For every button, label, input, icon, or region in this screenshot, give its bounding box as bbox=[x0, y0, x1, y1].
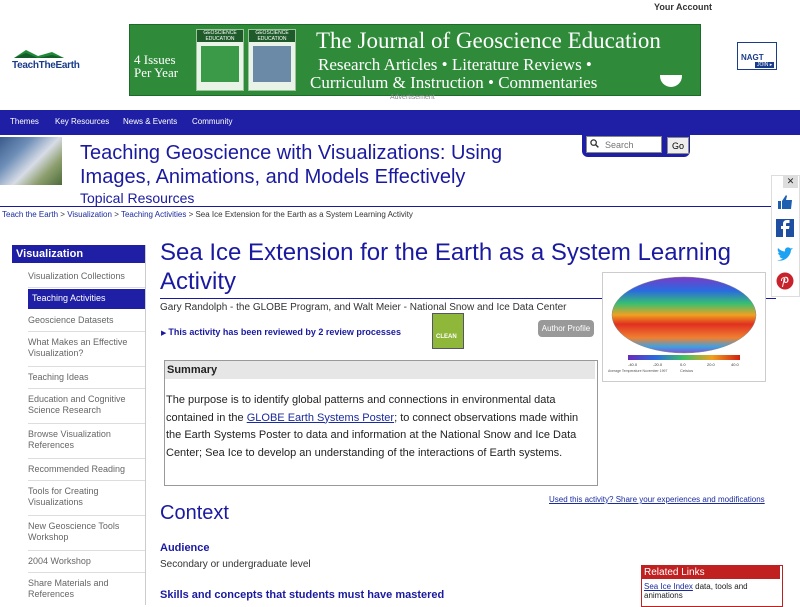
nav-item-key-resources[interactable]: Key Resources bbox=[55, 117, 110, 126]
teacup-icon bbox=[660, 75, 682, 87]
sea-ice-index-link[interactable]: Sea Ice Index bbox=[644, 582, 693, 591]
banner-line-3: Curriculum & Instruction • Commentaries bbox=[310, 73, 598, 92]
sidebar-divider bbox=[28, 287, 145, 288]
summary-text bbox=[166, 392, 594, 462]
advertisement-label: Advertisement bbox=[390, 94, 435, 101]
sidebar-item-teaching-ideas[interactable]: Teaching Ideas bbox=[28, 372, 89, 382]
sidebar-divider bbox=[28, 480, 145, 481]
nagt-join-button[interactable]: JOIN ▸ bbox=[757, 62, 773, 68]
scale-tick: 0.0 bbox=[680, 362, 686, 367]
related-links-item bbox=[644, 582, 778, 600]
nav-item-news-events[interactable]: News & Events bbox=[123, 117, 178, 126]
sidebar-item-recommended-reading[interactable]: Recommended Reading bbox=[28, 464, 126, 474]
journal-cover-image bbox=[248, 29, 296, 91]
review-text: This activity has been reviewed by 2 review processes bbox=[168, 327, 401, 337]
related-link-desc: data, tools and animations bbox=[644, 582, 748, 600]
main-nav-bar bbox=[0, 110, 800, 135]
sidebar-divider bbox=[28, 388, 145, 389]
scale-tick: -20.0 bbox=[653, 362, 663, 367]
sidebar-item-geoscience-datasets[interactable]: Geoscience Datasets bbox=[28, 315, 114, 325]
sidebar-item-tools-creating[interactable]: Tools for Creating Visualizations bbox=[28, 486, 99, 507]
sidebar-divider bbox=[28, 572, 145, 573]
related-links-heading: Related Links bbox=[642, 566, 780, 579]
sidebar-divider bbox=[28, 423, 145, 424]
site-section-title[interactable]: Teaching Geoscience with Visualizations: Using Images, Animations, and Models Effectively bbox=[80, 142, 503, 188]
sidebar-divider bbox=[28, 458, 145, 459]
cover-graphic bbox=[201, 46, 239, 82]
globe-poster-link[interactable]: GLOBE Earth Systems Poster bbox=[246, 411, 395, 424]
sidebar-divider bbox=[28, 331, 145, 332]
sidebar-item-teaching-activities[interactable]: Teaching Activities bbox=[28, 289, 145, 309]
context-heading: Context bbox=[160, 502, 229, 524]
clean-badge-text: CLEAN bbox=[436, 334, 457, 340]
sidebar-item-new-tools-workshop[interactable]: New Geoscience Tools Workshop bbox=[28, 521, 120, 542]
search-icon bbox=[590, 139, 599, 148]
journal-banner-ad[interactable] bbox=[129, 24, 701, 96]
author-line: Gary Randolph - the GLOBE Program, and Walt Meier - National Snow and Ice Data Center bbox=[160, 302, 567, 313]
world-temperature-map-image[interactable] bbox=[602, 272, 766, 382]
review-toggle[interactable] bbox=[161, 327, 401, 337]
breadcrumb-link-teach-the-earth[interactable]: Teach the Earth bbox=[2, 210, 59, 219]
sidebar-item-browse-references[interactable]: Browse Visualization References bbox=[28, 429, 111, 450]
sidebar-item-effective-visualization[interactable]: What Makes an Effective Visualization? bbox=[28, 337, 128, 358]
header-globe-image bbox=[0, 137, 62, 185]
sidebar-item-visualization-collections[interactable]: Visualization Collections bbox=[28, 271, 125, 281]
nav-item-community[interactable]: Community bbox=[192, 117, 233, 126]
triangle-right-icon: ▶ bbox=[161, 330, 169, 337]
breadcrumb-separator: > bbox=[114, 210, 119, 219]
sidebar-divider bbox=[28, 550, 145, 551]
sidebar-item-2004-workshop[interactable]: 2004 Workshop bbox=[28, 556, 91, 566]
sidebar-divider bbox=[28, 515, 145, 516]
breadcrumb-current: Sea Ice Extension for the Earth as a System Learning Activity bbox=[195, 210, 413, 219]
breadcrumb-link-visualization[interactable]: Visualization bbox=[67, 210, 112, 219]
like-icon[interactable] bbox=[776, 193, 794, 211]
banner-title: The Journal of Geoscience Education bbox=[316, 28, 661, 53]
pinterest-icon[interactable] bbox=[776, 272, 794, 290]
summary-heading: Summary bbox=[165, 361, 595, 379]
breadcrumb-link-teaching-activities[interactable]: Teaching Activities bbox=[120, 210, 187, 219]
logo-text[interactable]: TeachTheEarth bbox=[12, 60, 80, 71]
facebook-icon[interactable] bbox=[776, 219, 794, 237]
close-icon[interactable]: ✕ bbox=[783, 175, 798, 188]
breadcrumb-separator: > bbox=[60, 210, 65, 219]
breadcrumb-separator: > bbox=[188, 210, 194, 219]
author-profile-button[interactable]: Author Profile bbox=[538, 320, 594, 337]
map-unit: Celsius bbox=[680, 368, 694, 373]
sidebar-heading[interactable]: Visualization bbox=[12, 245, 145, 263]
audience-text: Secondary or undergraduate level bbox=[160, 559, 311, 570]
summary-text-part: The purpose is to identify global patterns and connections in environmental data contained in the bbox=[166, 394, 556, 424]
summary-text-part: ; to connect observations made within the Earth Systems Poster to data and information at the National Snow and Ice Data Center; Sea Ice to develop an understanding of the interactions of Earth systems. bbox=[166, 411, 579, 459]
scale-tick: 20.0 bbox=[707, 362, 715, 367]
map-caption: Average Temperature November 1997 bbox=[608, 369, 668, 373]
scale-tick: 40.0 bbox=[731, 362, 739, 367]
scale-tick: -40.0 bbox=[628, 362, 638, 367]
clean-badge-icon[interactable] bbox=[432, 313, 464, 349]
cover-graphic bbox=[253, 46, 291, 82]
skills-heading: Skills and concepts that students must have mastered bbox=[160, 589, 445, 601]
breadcrumb bbox=[2, 210, 413, 219]
cover-label: GEOSCIENCE EDUCATION bbox=[197, 30, 243, 42]
sidebar-item-share-materials[interactable]: Share Materials and References bbox=[28, 578, 109, 599]
search-go-button[interactable]: Go bbox=[667, 137, 689, 154]
twitter-icon[interactable] bbox=[776, 246, 794, 264]
your-account-link[interactable]: Your Account bbox=[654, 2, 712, 12]
nagt-logo-text[interactable]: NAGT bbox=[741, 53, 764, 62]
banner-issues-text: 4 Issues Per Year bbox=[134, 52, 179, 80]
cover-label: GEOSCIENCE EDUCATION bbox=[249, 30, 295, 42]
audience-heading: Audience bbox=[160, 542, 210, 554]
page-title: Sea Ice Extension for the Earth as a System Learning Activity bbox=[160, 239, 731, 295]
sidebar-divider bbox=[28, 366, 145, 367]
sidebar-item-education-research[interactable]: Education and Cognitive Science Research bbox=[28, 394, 126, 415]
nav-item-themes[interactable]: Themes bbox=[10, 117, 39, 126]
topical-resources-subtitle: Topical Resources bbox=[80, 190, 195, 206]
journal-cover-image bbox=[196, 29, 244, 91]
header-divider bbox=[0, 206, 800, 207]
share-experiences-link[interactable]: Used this activity? Share your experiences and modifications bbox=[549, 495, 765, 504]
banner-line-2: Research Articles • Literature Reviews • bbox=[318, 55, 592, 74]
